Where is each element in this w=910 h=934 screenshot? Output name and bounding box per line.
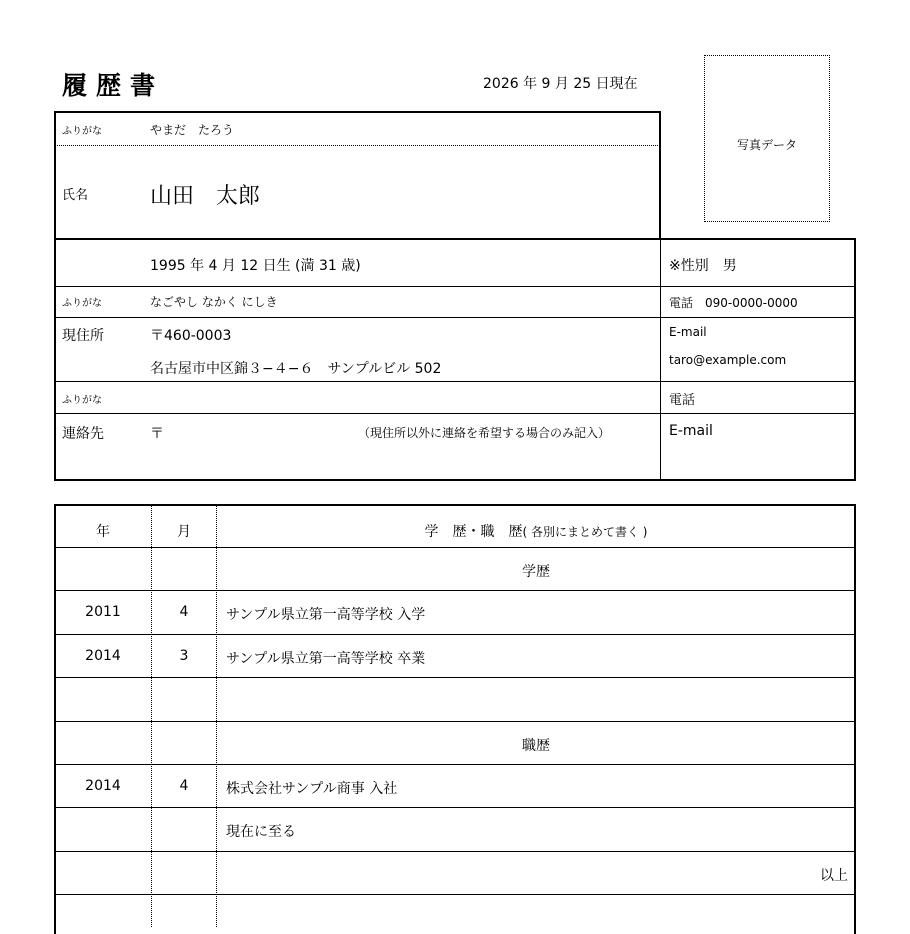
history-year[interactable]: 2011 [85,604,121,620]
history-entry[interactable]: 学歴 [522,564,550,580]
history-entry[interactable]: 職歴 [522,738,550,754]
history-row-divider [55,764,855,765]
row-divider [55,317,855,318]
history-row-divider [55,894,855,895]
birth-date[interactable]: 1995 年 4 月 12 日生 (満 31 歳) [150,258,361,274]
history-entry[interactable]: 現在に至る [226,824,296,840]
contact-phone-label: 電話 [669,393,696,408]
address-furigana[interactable]: なごやし なかく にしき [150,295,278,309]
history-month[interactable]: 3 [179,648,189,664]
address-furigana-label: ふりがな [62,298,102,309]
history-entry[interactable]: 株式会社サンプル商事 入社 [226,781,398,797]
history-row-divider [55,721,855,722]
address-postal[interactable]: 〒460-0003 [150,328,232,344]
address-email[interactable]: taro@example.com [669,353,787,367]
history-col-divider [151,505,152,927]
furigana-divider [55,145,660,146]
name-furigana-label: ふりがな [62,126,102,137]
history-row-divider [55,677,855,678]
row-divider [55,286,855,287]
address-phone[interactable]: 電話 090-0000-0000 [669,296,798,310]
name-label: 氏名 [62,188,89,203]
row-divider [55,381,855,382]
address-line[interactable]: 名古屋市中区錦３−４−６ サンプルビル 502 [150,361,442,377]
history-row-divider [55,547,855,548]
history-row-divider [55,851,855,852]
name-value[interactable]: 山田 太郎 [150,184,261,209]
gender[interactable]: ※性別 男 [669,258,737,274]
name-furigana[interactable]: やまだ たろう [150,123,235,137]
history-year[interactable]: 2014 [85,648,121,664]
history-entry[interactable]: 以上 [820,868,848,884]
history-col-divider [216,505,217,927]
photo-box[interactable] [704,55,830,222]
contact-note: （現住所以外に連絡を希望する場合のみ記入） [358,426,611,440]
history-header-main-label: 学 歴・職 歴 [424,524,523,540]
address-label: 現住所 [62,328,104,344]
history-year[interactable]: 2014 [85,778,121,794]
contact-furigana-label: ふりがな [62,395,102,406]
row-divider [55,413,855,414]
history-entry[interactable]: サンプル県立第一高等学校 入学 [226,607,426,623]
document-date: 2026 年 9 月 25 日現在 [483,76,638,92]
history-header-month: 月 [177,524,191,540]
contact-postal[interactable]: 〒 [150,426,164,442]
photo-label: 写真データ [736,138,797,152]
address-email-label: E-mail [669,325,707,339]
history-row-divider [55,807,855,808]
history-header-main [218,521,854,541]
history-month[interactable]: 4 [179,604,189,620]
history-header-note: ( 各別にまとめて書く ) [522,525,648,539]
history-row-divider [55,590,855,591]
history-entry[interactable]: サンプル県立第一高等学校 卒業 [226,651,426,667]
document-title: 履歴書 [62,71,165,100]
history-month[interactable]: 4 [179,778,189,794]
contact-email-label: E-mail [669,423,713,439]
name-block [54,111,661,239]
history-row-divider [55,634,855,635]
address-divider-vertical [660,238,661,480]
contact-label: 連絡先 [62,426,104,442]
history-header-year: 年 [96,524,110,540]
